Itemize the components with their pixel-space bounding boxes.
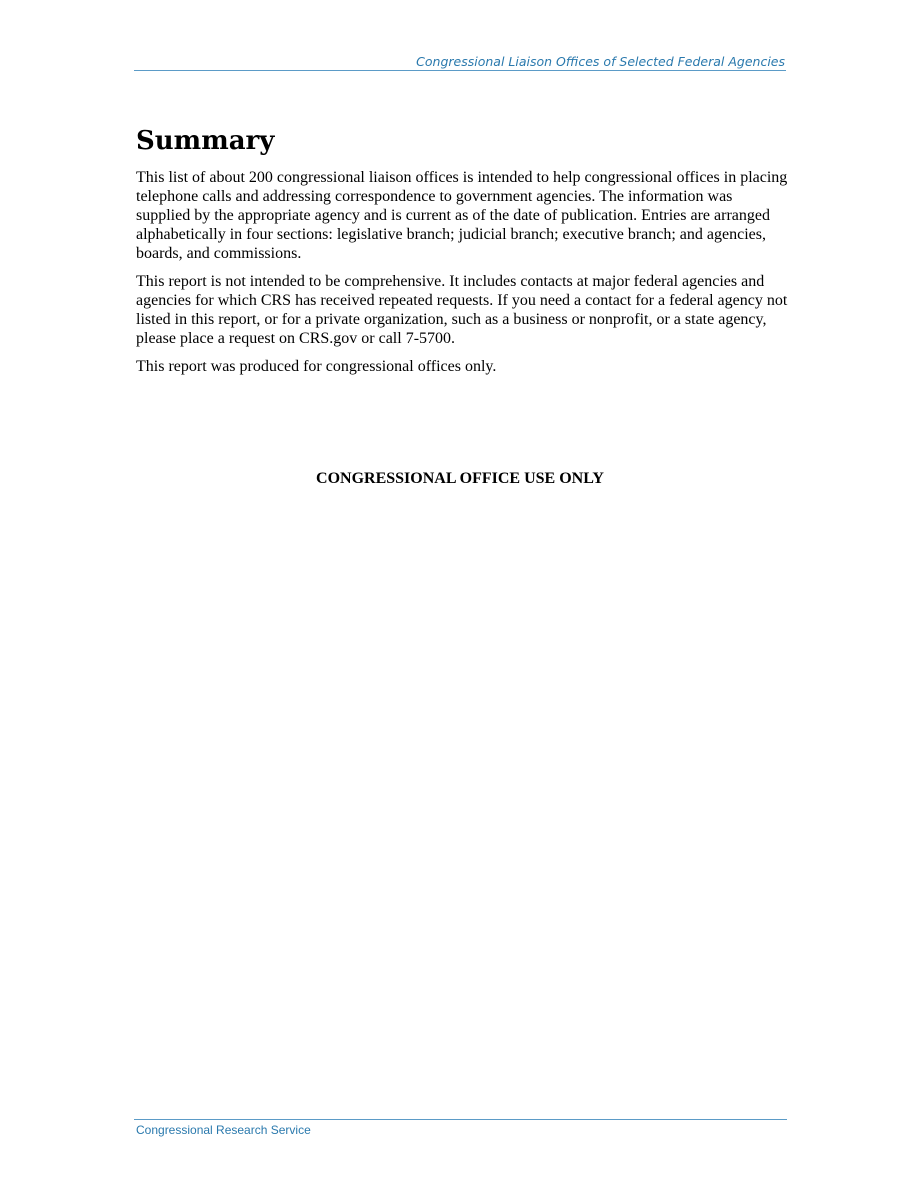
- running-header-title: Congressional Liaison Offices of Selected Federal Agencies: [416, 54, 785, 69]
- summary-paragraph: This list of about 200 congressional liaison offices is intended to help congressional offices in placing telephone calls and addressing correspondence to government agencies. The information was supplied by the appropriate agency and is current as of the date of publication. Entries are arranged alphabetically in four sections: legislative branch; judicial branch; executive branch; and agencies, boards, and commissions.: [136, 169, 788, 262]
- summary-paragraph: This report was produced for congressional offices only.: [136, 358, 497, 375]
- summary-heading: Summary: [136, 126, 275, 156]
- use-restriction-notice: CONGRESSIONAL OFFICE USE ONLY: [316, 470, 604, 487]
- summary-paragraph: This report is not intended to be comprehensive. It includes contacts at major federal agencies and agencies for which CRS has received repeated requests. If you need a contact for a federal agency not listed in this report, or for a private organization, such as a business or nonprofit, or a state agency, please place a request on CRS.gov or call 7-5700.: [136, 273, 788, 347]
- summary-body: [136, 168, 790, 385]
- footer-organization: Congressional Research Service: [136, 1123, 311, 1137]
- footer-divider: [134, 1119, 787, 1120]
- running-header: [134, 54, 786, 71]
